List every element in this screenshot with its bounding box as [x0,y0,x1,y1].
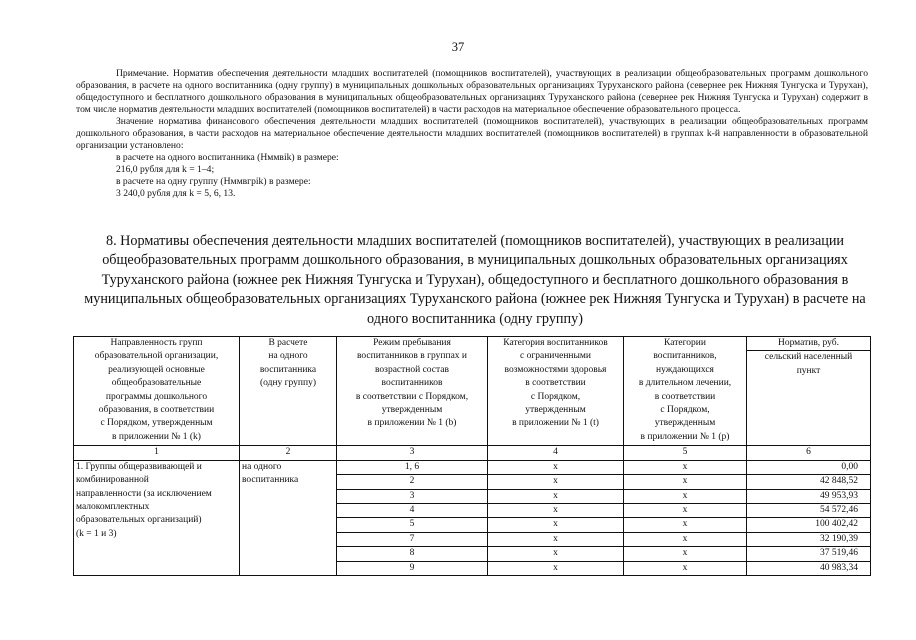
header-line: воспитанника [259,364,317,375]
stay-mode-cell: 2 [337,475,488,489]
health-category-cell: х [488,475,624,489]
group-label-line: комбинированной [76,475,149,486]
page-number: 37 [451,40,465,54]
header-line: Направленность групп [110,338,203,348]
header-health-category [488,337,624,446]
header-line: воспитанников, [653,351,717,362]
stay-mode-cell: 4 [337,504,488,518]
table-row [74,460,871,474]
stay-mode-cell: 5 [337,518,488,532]
header-line: возможностями здоровья [504,364,607,375]
note-line: в расчете на одного воспитанника (Нммвik) в размере: [116,152,339,163]
header-line: воспитанников [381,378,443,389]
header-line: сельский населенный [764,352,853,363]
header-line: в длительном лечении, [638,378,732,389]
note-paragraph: Примечание. Норматив обеспечения деятельности младших воспитателей (помощников воспитателей), участвующих в реализации общеобразовательных программ дошкольного образования, в расчете на одного воспитанника (одну группу) в муниципальных дошкольных образовательных организациях Туруханского района (севернее рек Нижняя Тунгуска и Турухан), общедоступного и бесплатного дошкольного образования в муниципальных общеобразовательных организациях Туруханского района (севернее рек Нижняя Тунгуска и Турухан) содержит в том числе норматив деятельности младших воспитателей (помощников воспитателей) в части расходов на материальное обеспечение образовательного процесса. [76,68,868,115]
section-title: 8. Нормативы обеспечения деятельности младших воспитателей (помощников воспитателей), участвующих в реализации общеобразовательных программ дошкольного образования, в муниципальных дошкольных образовательных организациях Туруханского района (южнее рек Нижняя Тунгуска и Турухан), общедоступного и бесплатного дошкольного образования в муниципальных общеобразовательных организациях Туруханского района (южнее рек Нижняя Тунгуска и Турухан) в расчете на одного воспитанника (одну группу) [84,233,866,327]
header-line: (одну группу) [259,378,317,389]
header-line: В расчете [268,338,308,348]
header-line: Режим пребывания [373,338,451,348]
group-label-cell [74,460,240,575]
header-line: Категории [664,338,706,348]
header-line: в приложении № 1 (b) [367,418,457,429]
header-stay-mode [337,337,488,446]
header-line: в приложении № 1 (t) [512,418,599,429]
header-line: утвержденным [525,405,586,416]
header-line: нуждающихся [656,364,714,375]
treatment-category-cell: х [624,504,747,518]
health-category-cell: х [488,518,624,532]
calc-basis-line: на одного [242,461,282,472]
header-line: в приложении № 1 (k) [112,431,201,442]
stay-mode-cell: 3 [337,489,488,503]
calc-basis-line: воспитанника [242,475,299,486]
header-line: утвержденным [654,418,716,429]
treatment-category-cell: х [624,547,747,561]
header-norm: Норматив, руб. [747,337,871,351]
header-line: реализующей основные [108,364,205,375]
column-number: 3 [337,446,488,460]
group-label-line: образовательных организаций) [76,515,202,526]
header-line: с Порядком, [530,391,581,402]
treatment-category-cell: х [624,489,747,503]
health-category-cell: х [488,489,624,503]
header-calc-basis [240,337,337,446]
treatment-category-cell: х [624,460,747,474]
stay-mode-cell: 9 [337,561,488,575]
treatment-category-cell: х [624,518,747,532]
header-line: с ограниченными [519,351,591,362]
header-line: в соответствии [525,378,586,389]
header-line: образования, в соответствии [98,405,215,416]
header-line: образовательной организации, [94,351,219,362]
treatment-category-cell: х [624,561,747,575]
health-category-cell: х [488,561,624,575]
header-treatment-category [624,337,747,446]
header-line: возрастной состав [375,364,449,375]
group-label-line: малокомплектных [76,502,150,513]
note-line: 216,0 рубля для k = 1–4; [116,164,215,175]
note-paragraph: Значение норматива финансового обеспечения деятельности младших воспитателей (помощников воспитателей), участвующих в реализации общеобразовательных программ дошкольного образования, в части расходов на материальное обеспечение деятельности младших воспитателей (помощников воспитателей) в группах k-й направленности в образовательной организации установлено: [76,116,868,151]
header-direction [74,337,240,446]
norm-value-cell: 49 953,93 [747,489,871,503]
header-line: Категория воспитанников [503,338,608,348]
column-number-row [74,446,871,460]
note-line: в расчете на одну группу (Нммвгрik) в размере: [116,176,311,187]
health-category-cell: х [488,532,624,546]
column-number: 1 [74,446,240,460]
stay-mode-cell: 1, 6 [337,460,488,474]
column-number: 4 [488,446,624,460]
norm-value-cell: 54 572,46 [747,504,871,518]
header-line: в приложении № 1 (p) [640,431,730,442]
table-body [74,460,871,575]
norm-value-cell: 40 983,34 [747,561,871,575]
treatment-category-cell: х [624,532,747,546]
norm-value-cell: 32 190,39 [747,532,871,546]
stay-mode-cell: 8 [337,547,488,561]
header-line: утвержденным [381,405,443,416]
health-category-cell: х [488,460,624,474]
header-line: воспитанников в группах и [357,351,467,362]
header-line: в соответствии [654,391,716,402]
health-category-cell: х [488,504,624,518]
header-line: с Порядком, утвержденным [100,418,213,429]
header-line: программы дошкольного [105,391,208,402]
norm-value-cell: 100 402,42 [747,518,871,532]
header-line: общеобразовательные [111,378,202,389]
header-line: пункт [796,365,821,376]
health-category-cell: х [488,547,624,561]
note-block [76,68,868,200]
group-label-line: 1. Группы общеразвивающей и [76,461,202,472]
norm-value-cell: 0,00 [747,460,871,474]
treatment-category-cell: х [624,475,747,489]
calc-basis-cell [240,460,337,575]
norm-value-cell: 37 519,46 [747,547,871,561]
column-number: 5 [624,446,747,460]
norm-value-cell: 42 848,52 [747,475,871,489]
header-line: в соответствии с Порядком, [355,391,469,402]
header-line: на одного [268,351,308,362]
header-line: с Порядком, [660,405,710,416]
group-label-line: (k = 1 и 3) [76,528,117,539]
header-rural [747,351,871,446]
group-label-line: направленности (за исключением [76,488,212,499]
column-number: 2 [240,446,337,460]
column-number: 6 [747,446,871,460]
norms-table [73,336,871,576]
note-line: 3 240,0 рубля для k = 5, 6, 13. [116,188,236,199]
stay-mode-cell: 7 [337,532,488,546]
